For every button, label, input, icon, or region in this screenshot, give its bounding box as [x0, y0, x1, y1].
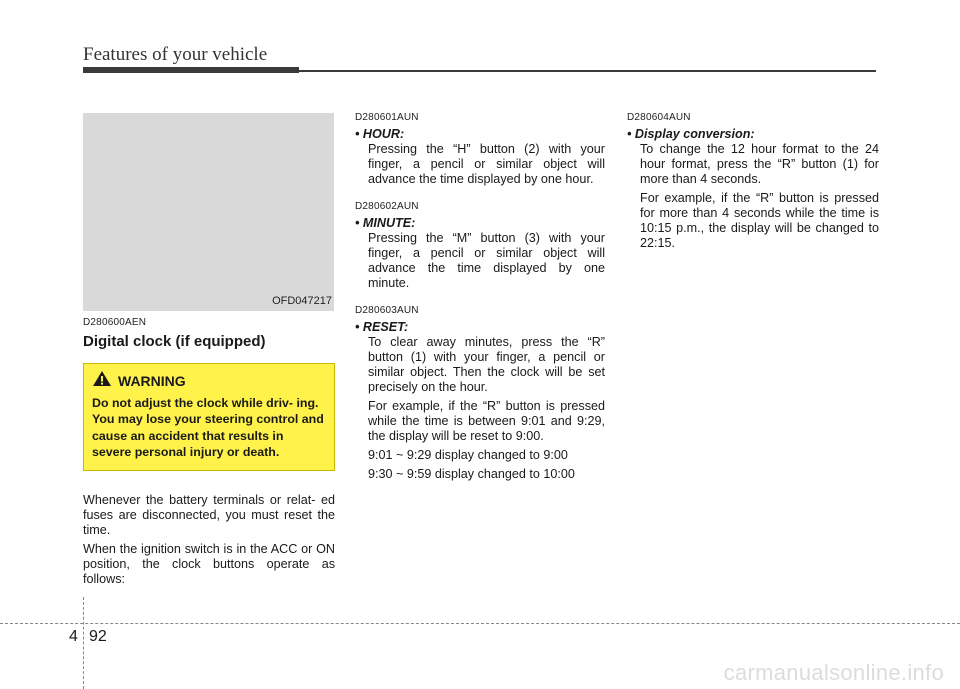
- page-number: 92: [89, 628, 107, 645]
- figure-image: [83, 113, 334, 311]
- reset-text-1: To clear away minutes, press the “R” button (1) with your finger, a pencil or similar object. Then the clock will be set precisely on the hour.: [368, 335, 605, 394]
- display-conversion-code: D280604AUN: [627, 112, 691, 123]
- warning-title: WARNING: [118, 372, 186, 389]
- hour-label: • HOUR:: [355, 127, 405, 141]
- display-conversion-text-1: To change the 12 hour format to the 24 hour format, press the “R” button (1) for more than 4 seconds.: [640, 142, 879, 186]
- header-rule-thick: [83, 67, 299, 73]
- paragraph-ignition: When the ignition switch is in the ACC or ON position, the clock buttons operate as follows:: [83, 541, 335, 586]
- reset-text-3: 9:01 ~ 9:29 display changed to 9:00: [368, 448, 568, 462]
- hour-text: Pressing the “H” button (2) with your finger, a pencil or similar object will advance the time displayed by one hour.: [368, 142, 605, 186]
- minute-code: D280602AUN: [355, 201, 419, 212]
- warning-box: [83, 363, 335, 471]
- column-3: [627, 112, 879, 255]
- minute-label: • MINUTE:: [355, 216, 416, 230]
- watermark-text: carmanualsonline.info: [723, 660, 944, 685]
- reset-label: • RESET:: [355, 320, 409, 334]
- display-conversion-text-2: For example, if the “R” button is pressed for more than 4 seconds while the time is 10:15 p.m., the display will be changed to 22:15.: [640, 191, 879, 250]
- header-rule-thin: [299, 70, 876, 72]
- paragraph-battery: Whenever the battery terminals or relat- ed fuses are disconnected, you must reset the time.: [83, 492, 335, 537]
- column-1: [83, 317, 335, 591]
- column-2: [355, 112, 605, 486]
- section-title: Digital clock (if equipped): [83, 333, 266, 350]
- footer-rule: [0, 623, 960, 624]
- warning-header: [92, 370, 326, 392]
- reset-code: D280603AUN: [355, 305, 419, 316]
- warning-triangle-icon: [92, 370, 112, 392]
- figure-label: OFD047217: [272, 295, 332, 307]
- display-conversion-label: • Display conversion:: [627, 127, 755, 141]
- hour-code: D280601AUN: [355, 112, 419, 123]
- reset-text-2: For example, if the “R” button is pressed while the time is between 9:01 and 9:29, the display will be reset to 9:00.: [368, 399, 605, 443]
- reset-text-4: 9:30 ~ 9:59 display changed to 10:00: [368, 467, 575, 481]
- warning-text: Do not adjust the clock while driv- ing. You may lose your steering control and cause an accident that results in severe personal injury or death.: [92, 395, 324, 459]
- section-code: D280600AEN: [83, 317, 147, 328]
- header-title: Features of your vehicle: [83, 44, 268, 65]
- minute-text: Pressing the “M” button (3) with your finger, a pencil or similar object will advance the time displayed by one minute.: [368, 231, 605, 290]
- chapter-number: 4: [69, 628, 78, 645]
- footer-divider: [83, 597, 84, 689]
